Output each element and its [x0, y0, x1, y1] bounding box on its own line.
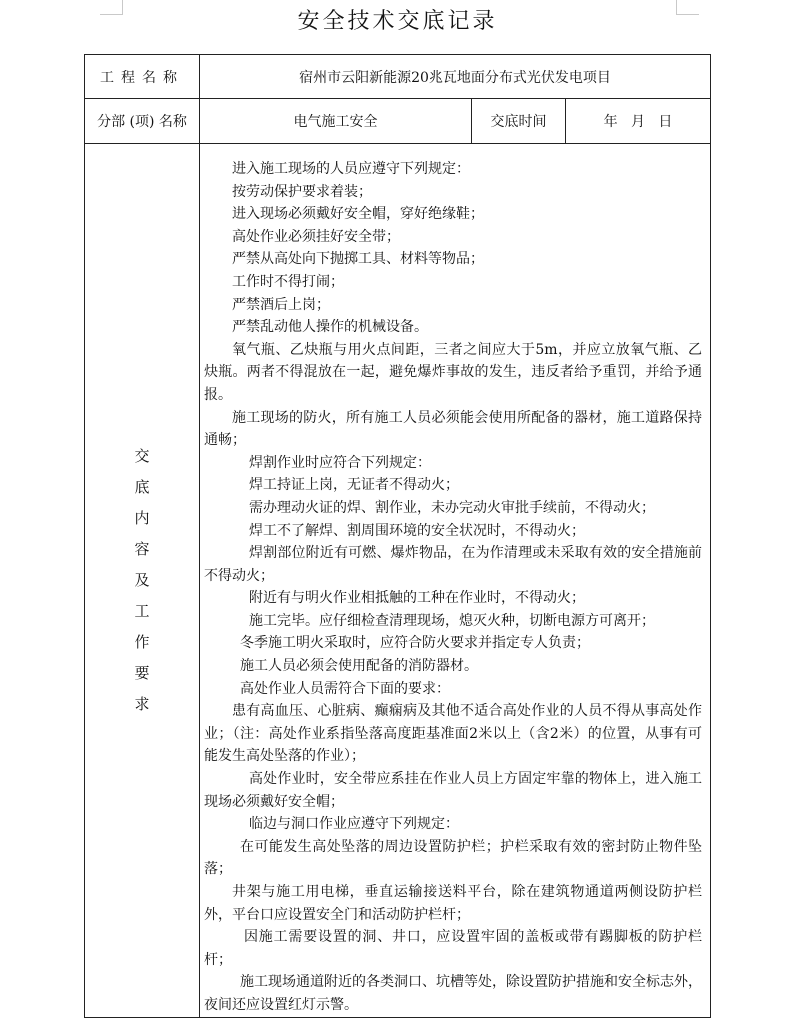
side-label-char: 及 — [134, 570, 150, 589]
content-paragraph: 高处作业时，安全带应系挂在作业人员上方固定牢靠的物体上，进入施工现场必须戴好安全帽； — [204, 771, 703, 810]
side-label-char: 交 — [134, 446, 150, 465]
content-paragraph: 施工现场的防火，所有施工人员必须能会使用所配备的器材，施工道路保持通畅； — [204, 409, 703, 449]
handover-time-label: 交底时间 — [472, 99, 566, 144]
section-row — [85, 99, 711, 144]
content-paragraph: 高处作业必须挂好安全带； — [232, 228, 400, 245]
content-row — [85, 144, 711, 1018]
side-label-char: 要 — [134, 663, 150, 682]
content-paragraph: 临边与洞口作业应遵守下列规定： — [249, 816, 459, 833]
content-paragraph: 因施工需要设置的洞、井口，应设置牢固的盖板或带有踢脚板的防护栏杆； — [204, 929, 703, 968]
content-paragraph: 在可能发生高处坠落的周边设置防护栏；护栏采取有效的密封防止物件坠落； — [204, 838, 703, 878]
content-paragraph: 严禁从高处向下抛掷工具、材料等物品； — [232, 251, 484, 268]
content-paragraph: 氧气瓶、乙炔瓶与用火点间距，三者之间应大于5m，并应立放氧气瓶、乙炔瓶。两者不得混放在一起，避免爆炸事故的发生，违反者给予重罚，并给予通报。 — [204, 341, 703, 403]
content-side-label — [85, 144, 200, 1018]
content-body — [200, 144, 711, 1018]
side-label-char: 容 — [134, 539, 150, 558]
side-label-char: 作 — [134, 632, 150, 651]
section-name-label: 分部 (项) 名称 — [85, 99, 200, 144]
content-paragraph: 工作时不得打闹； — [232, 273, 344, 290]
content-paragraph: 高处作业人员需符合下面的要求： — [240, 680, 450, 697]
content-paragraph: 按劳动保护要求着装； — [232, 183, 372, 200]
record-table — [84, 54, 711, 1018]
content-paragraph: 施工人员必须会使用配备的消防器材。 — [240, 658, 478, 675]
content-paragraph: 冬季施工明火采取时，应符合防火要求并指定专人负责； — [240, 635, 590, 652]
side-label-char: 内 — [134, 508, 150, 527]
content-paragraph: 进入现场必须戴好安全帽，穿好绝缘鞋； — [232, 206, 484, 223]
project-name-label: 工程名称 — [85, 55, 200, 99]
content-paragraph: 焊工持证上岗，无证者不得动火； — [249, 477, 459, 494]
content-paragraph: 焊割部位附近有可燃、爆炸物品，在为作清理或未采取有效的安全措施前不得动火； — [204, 545, 703, 584]
content-paragraph: 井架与施工用电梯，垂直运输接送料平台，除在建筑物通道两侧设防护栏外，平台口应设置安全门和活动防护栏杆； — [204, 884, 703, 923]
section-name-value: 电气施工安全 — [200, 99, 472, 144]
content-paragraph: 施工现场通道附近的各类洞口、坑槽等处，除设置防护措施和安全标志外，夜间还应设置红灯示警。 — [204, 974, 703, 1013]
document-title: 安全技术交底记录 — [297, 9, 498, 34]
project-row — [85, 55, 711, 99]
content-paragraph: 患有高血压、心脏病、癫痫病及其他不适合高处作业的人员不得从事高处作业；（注：高处作业系指坠落高度距基准面2米以上（含2米）的位置，从事有可能发生高处坠落的作业）； — [204, 703, 703, 765]
handover-time-value: 年 月 日 — [566, 99, 711, 144]
content-paragraph: 焊工不了解焊、割周围环境的安全状况时，不得动火； — [249, 522, 585, 539]
content-paragraph: 严禁酒后上岗； — [232, 296, 330, 313]
side-label-char: 底 — [134, 477, 150, 496]
content-paragraph: 焊割作业时应符合下列规定： — [249, 454, 431, 471]
project-name-value: 宿州市云阳新能源20兆瓦地面分布式光伏发电项目 — [200, 55, 711, 99]
content-paragraph: 进入施工现场的人员应遵守下列规定： — [232, 161, 470, 177]
side-label-char: 求 — [134, 694, 150, 713]
content-paragraph: 附近有与明火作业相抵触的工种在作业时，不得动火； — [249, 590, 585, 607]
side-label-char: 工 — [134, 601, 150, 620]
content-paragraph: 需办理动火证的焊、割作业，未办完动火审批手续前，不得动火； — [249, 499, 655, 516]
content-paragraph: 严禁乱动他人操作的机械设备。 — [232, 319, 428, 336]
content-paragraph: 施工完毕。应仔细检查清理现场，熄灭火种，切断电源方可离开； — [249, 612, 655, 629]
